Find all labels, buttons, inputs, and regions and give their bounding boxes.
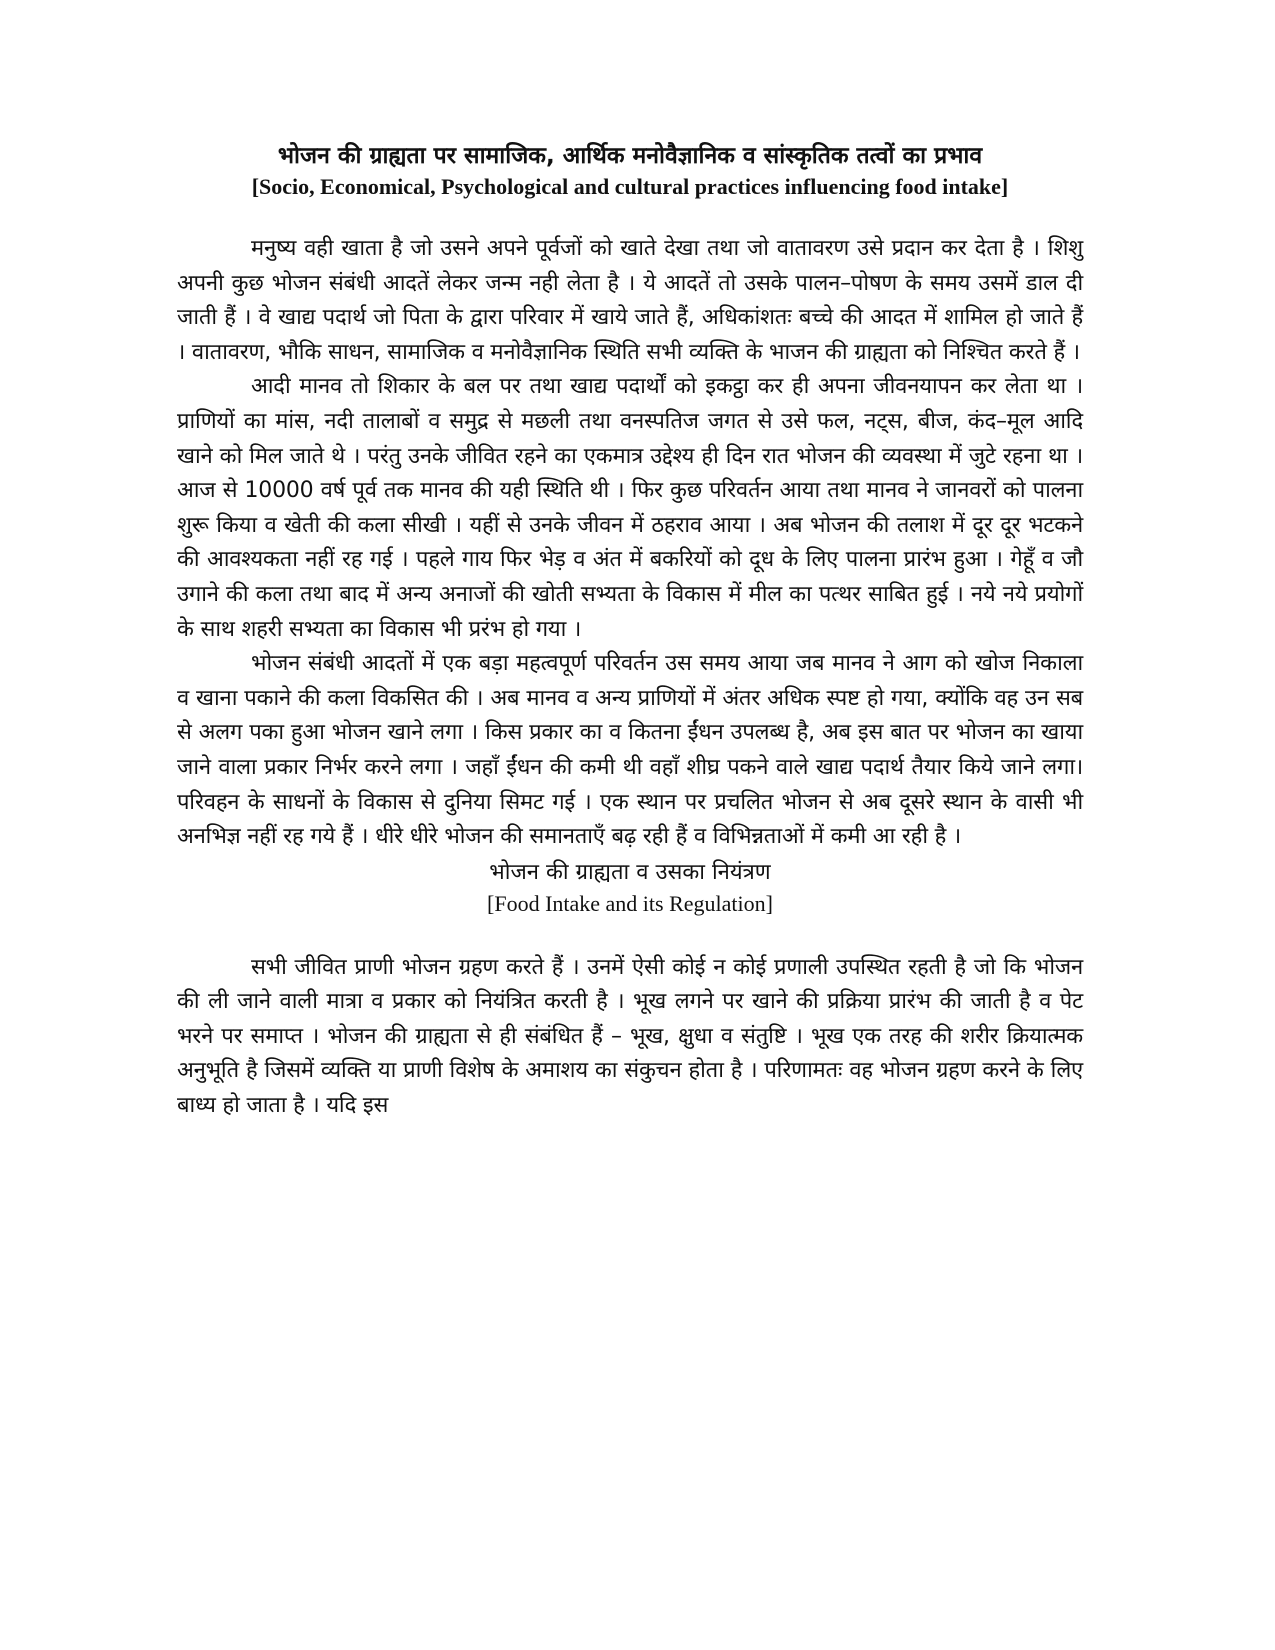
document-page: [177, 140, 1083, 1124]
title-hindi: भोजन की ग्राह्यता पर सामाजिक, आर्थिक मनोवैज्ञानिक व सांस्कृतिक तत्वों का प्रभाव: [277, 143, 983, 169]
subheading-english: [Food Intake and its Regulation]: [487, 890, 773, 916]
title-english: [Socio, Economical, Psychological and cultural practices influencing food intake]: [251, 174, 1009, 199]
paragraph-3: भोजन संबंधी आदतों में एक बड़ा महत्वपूर्ण परिवर्तन उस समय आया जब मानव ने आग को खोज निकाला व खाना पकाने की कला विकसित की । अब मानव व अन्य प्राणियों में अंतर अधिक स्पष्ट हो गया, क्योंकि वह उन सब से अलग पका हुआ भोजन खाने लगा । किस प्रकार का व कितना ईंधन उपलब्ध है, अब इस बात पर भोजन का खाया जाने वाला प्रकार निर्भर करने लगा । जहाँ ईंधन की कमी थी वहाँ शीघ्र पकने वाले खाद्य पदार्थ तैयार किये जाने लगा। परिवहन के साधनों के विकास से दुनिया सिमट गई । एक स्थान पर प्रचलित भोजन से अब दूसरे स्थान के वासी भी अनभिज्ञ नहीं रह गये हैं । धीरे धीरे भोजन की समानताएँ बढ़ रही हैं व विभिन्नताओं में कमी आ रही है ।: [177, 651, 1083, 850]
paragraph-1: मनुष्य वही खाता है जो उसने अपने पूर्वजों को खाते देखा तथा जो वातावरण उसे प्रदान कर देता है । शिशु अपनी कुछ भोजन संबंधी आदतें लेकर जन्म नही लेता है । ये आदतें तो उसके पालन–पोषण के समय उसमें डाल दी जाती हैं । वे खाद्य पदार्थ जो पिता के द्वारा परिवार में खाये जाते हैं, अधिकांशतः बच्चे की आदत में शामिल हो जाते हैं । वातावरण, भौकि साधन, सामाजिक व मनोवैज्ञानिक स्थिति सभी व्यक्ति के भाजन की ग्राह्यता को निश्चित करते हैं ।: [177, 236, 1084, 365]
paragraph-2: आदी मानव तो शिकार के बल पर तथा खाद्य पदार्थों को इकट्ठा कर ही अपना जीवनयापन कर लेता था । प्राणियों का मांस, नदी तालाबों व समुद्र से मछली तथा वनस्पतिज जगत से उसे फल, नट्स, बीज, कंद–मूल आदि खाने को मिल जाते थे । परंतु उनके जीवित रहने का एकमात्र उद्देश्य ही दिन रात भोजन की व्यवस्था में जुटे रहना था । आज से 10000 वर्ष पूर्व तक मानव की यही स्थिति थी । फिर कुछ परिवर्तन आया तथा मानव ने जानवरों को पालना शुरू किया व खेती की कला सीखी । यहीं से उनके जीवन में ठहराव आया । अब भोजन की तलाश में दूर दूर भटकने की आवश्यकता नहीं रह गई । पहले गाय फिर भेड़ व अंत में बकरियों को दूध के लिए पालना प्रारंभ हुआ । गेहूँ व जौ उगाने की कला तथा बाद में अन्य अनाजों की खोती सभ्यता के विकास में मील का पत्थर साबित हुई । नये नये प्रयोगों के साथ शहरी सभ्यता का विकास भी प्ररंभ हो गया ।: [177, 374, 1083, 642]
paragraph-4: सभी जीवित प्राणी भोजन ग्रहण करते हैं । उनमें ऐसी कोई न कोई प्रणाली उपस्थित रहती है जो कि भोजन की ली जाने वाली मात्रा व प्रकार को नियंत्रित करती है । भूख लगने पर खाने की प्रक्रिया प्रारंभ की जाती है व पेट भरने पर समाप्त । भोजन की ग्राह्यता से ही संबंधित हैं – भूख, क्षुधा व संतुष्टि । भूख एक तरह की शरीर क्रियात्मक अनुभूति है जिसमें व्यक्ति या प्राणी विशेष के अमाशय का संकुचन होता है । परिणामतः वह भोजन ग्रहण करने के लिए बाध्य हो जाता है । यदि इस: [177, 954, 1084, 1119]
subheading-hindi: भोजन की ग्राह्यता व उसका नियंत्रण: [489, 859, 771, 885]
